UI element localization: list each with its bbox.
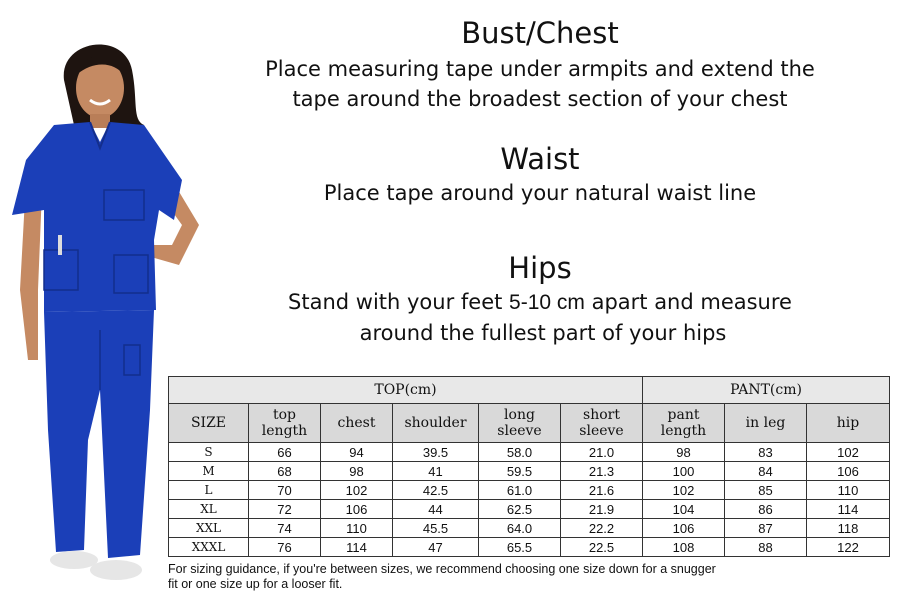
waist-section xyxy=(240,142,840,208)
pant-group-header: PANT(cm) xyxy=(643,377,890,404)
table-cell: 84 xyxy=(725,462,807,481)
hips-text-1a: Stand with your feet xyxy=(288,290,510,314)
table-cell: 70 xyxy=(249,481,321,500)
table-cell: 106 xyxy=(321,500,393,519)
table-cell: 21.6 xyxy=(561,481,643,500)
table-cell: 66 xyxy=(249,443,321,462)
col-long-sleeve: long sleeve xyxy=(479,404,561,443)
sizing-note-line-1: For sizing guidance, if you're between sizes, we recommend choosing one size down for a snugger xyxy=(168,562,716,576)
bust-section xyxy=(240,16,840,114)
table-row xyxy=(169,519,890,538)
table-row xyxy=(169,500,890,519)
table-cell: 74 xyxy=(249,519,321,538)
size-label-cell: M xyxy=(169,462,249,481)
size-label-cell: XXXL xyxy=(169,538,249,557)
waist-text: Place tape around your natural waist line xyxy=(323,181,757,205)
table-cell: 22.2 xyxy=(561,519,643,538)
table-cell: 68 xyxy=(249,462,321,481)
table-cell: 42.5 xyxy=(393,481,479,500)
table-cell: 59.5 xyxy=(479,462,561,481)
table-cell: 100 xyxy=(643,462,725,481)
col-in-leg: in leg xyxy=(725,404,807,443)
table-cell: 114 xyxy=(807,500,890,519)
col-shoulder: shoulder xyxy=(393,404,479,443)
size-chart-table xyxy=(168,376,890,557)
table-cell: 41 xyxy=(393,462,479,481)
table-cell: 98 xyxy=(643,443,725,462)
table-cell: 102 xyxy=(321,481,393,500)
hips-title: Hips xyxy=(508,251,572,285)
hips-text-1 xyxy=(240,287,840,318)
scrub-pants xyxy=(44,310,154,558)
table-cell: 22.5 xyxy=(561,538,643,557)
table-cell: 102 xyxy=(807,443,890,462)
col-pant-length: pant length xyxy=(643,404,725,443)
table-header-row xyxy=(169,404,890,443)
table-cell: 62.5 xyxy=(479,500,561,519)
table-cell: 94 xyxy=(321,443,393,462)
size-label-cell: L xyxy=(169,481,249,500)
table-cell: 87 xyxy=(725,519,807,538)
table-cell: 21.3 xyxy=(561,462,643,481)
top-group-header: TOP(cm) xyxy=(169,377,643,404)
hips-text-2: around the fullest part of your hips xyxy=(359,321,727,345)
table-cell: 108 xyxy=(643,538,725,557)
table-cell: 72 xyxy=(249,500,321,519)
table-cell: 85 xyxy=(725,481,807,500)
bust-title: Bust/Chest xyxy=(461,16,619,50)
table-row xyxy=(169,443,890,462)
hips-text-1c: apart and measure xyxy=(584,290,792,314)
table-cell: 39.5 xyxy=(393,443,479,462)
table-cell: 110 xyxy=(321,519,393,538)
table-cell: 88 xyxy=(725,538,807,557)
table-cell: 98 xyxy=(321,462,393,481)
table-cell: 61.0 xyxy=(479,481,561,500)
bust-text-2: tape around the broadest section of your chest xyxy=(292,87,788,111)
table-cell: 21.0 xyxy=(561,443,643,462)
size-label-cell: XXL xyxy=(169,519,249,538)
waist-title: Waist xyxy=(500,142,580,176)
sizing-note-line-2: fit or one size up for a looser fit. xyxy=(168,577,343,591)
table-cell: 83 xyxy=(725,443,807,462)
table-row xyxy=(169,462,890,481)
table-group-row xyxy=(169,377,890,404)
sizing-note xyxy=(168,562,788,592)
table-cell: 64.0 xyxy=(479,519,561,538)
table-row xyxy=(169,538,890,557)
size-label-cell: S xyxy=(169,443,249,462)
table-cell: 65.5 xyxy=(479,538,561,557)
table-cell: 58.0 xyxy=(479,443,561,462)
table-cell: 86 xyxy=(725,500,807,519)
hips-section xyxy=(240,251,840,348)
table-cell: 106 xyxy=(643,519,725,538)
table-cell: 47 xyxy=(393,538,479,557)
table-cell: 45.5 xyxy=(393,519,479,538)
table-cell: 76 xyxy=(249,538,321,557)
table-cell: 104 xyxy=(643,500,725,519)
col-size: SIZE xyxy=(169,404,249,443)
table-cell: 106 xyxy=(807,462,890,481)
table-cell: 122 xyxy=(807,538,890,557)
table-row xyxy=(169,481,890,500)
col-short-sleeve: short sleeve xyxy=(561,404,643,443)
table-cell: 110 xyxy=(807,481,890,500)
size-label-cell: XL xyxy=(169,500,249,519)
col-chest: chest xyxy=(321,404,393,443)
table-cell: 21.9 xyxy=(561,500,643,519)
table-cell: 114 xyxy=(321,538,393,557)
col-top-length: top length xyxy=(249,404,321,443)
shoe xyxy=(50,551,98,569)
col-hip: hip xyxy=(807,404,890,443)
table-cell: 102 xyxy=(643,481,725,500)
bust-text-1: Place measuring tape under armpits and extend the xyxy=(265,57,815,81)
table-cell: 44 xyxy=(393,500,479,519)
hips-distance: 5-10 cm xyxy=(509,291,585,314)
shoe xyxy=(90,560,142,580)
table-cell: 118 xyxy=(807,519,890,538)
